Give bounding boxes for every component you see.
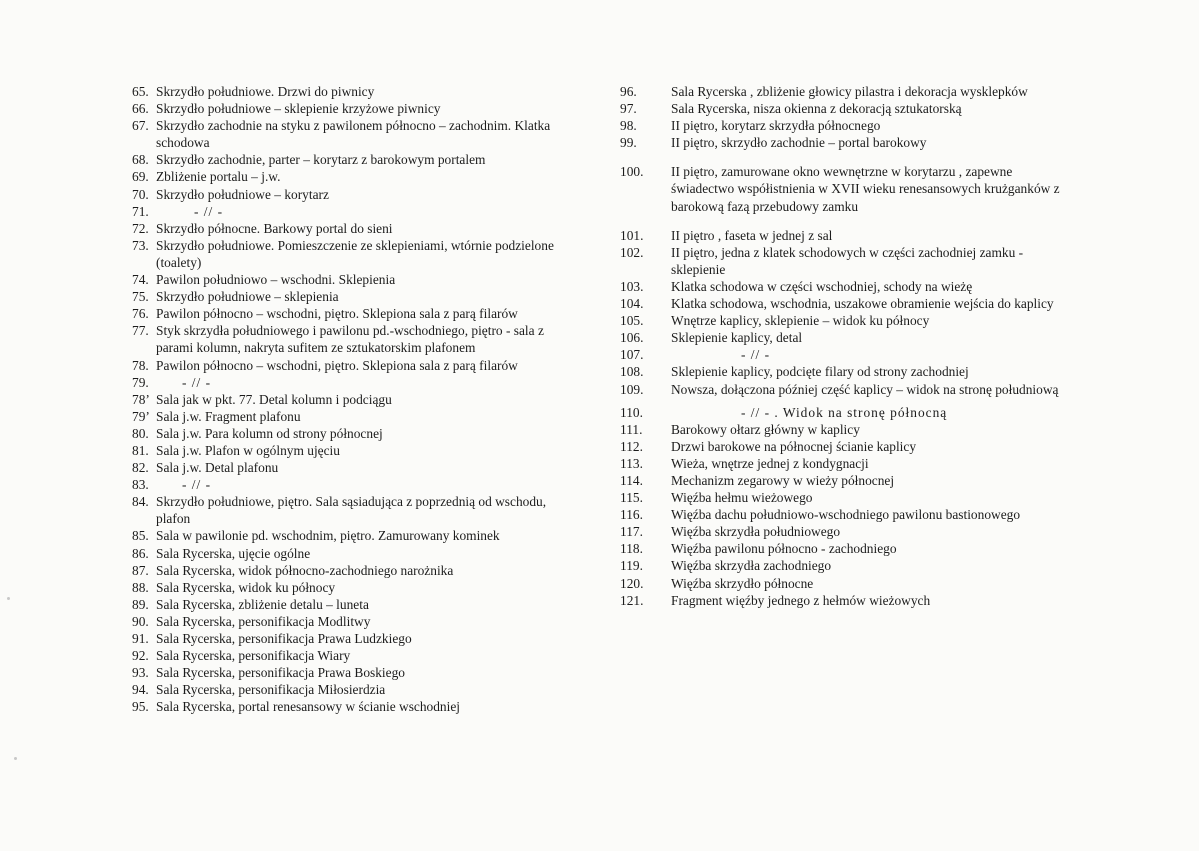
item-description: Sala w pawilonie pd. wschodnim, piętro. Zamurowany kominek bbox=[156, 528, 500, 544]
item-description: - // - . Widok na stronę północną bbox=[741, 404, 948, 420]
item-description: Skrzydło zachodnie na styku z pawilonem północno – zachodnim. Klatka schodowa bbox=[156, 118, 551, 151]
list-item bbox=[132, 374, 572, 391]
item-number: 121. bbox=[620, 592, 644, 608]
item-description: Skrzydło południowe, piętro. Sala sąsiadująca z poprzednią od wschodu, plafon bbox=[156, 494, 547, 527]
item-description: Wieża, wnętrze jednej z kondygnacji bbox=[671, 455, 869, 471]
list-item bbox=[620, 489, 1065, 506]
item-number: 67. bbox=[132, 118, 149, 134]
list-item bbox=[620, 438, 1065, 455]
item-number: 93. bbox=[132, 665, 149, 681]
item-description: - // - bbox=[194, 203, 224, 219]
item-number: 92. bbox=[132, 648, 149, 664]
right-column-list bbox=[620, 83, 1065, 609]
list-item bbox=[132, 442, 572, 459]
item-description: Sala jak w pkt. 77. Detal kolumn i podciągu bbox=[156, 391, 392, 407]
item-description: Sala Rycerska, widok północno-zachodniego narożnika bbox=[156, 562, 454, 578]
list-item bbox=[620, 472, 1065, 489]
item-description: Zbliżenie portalu – j.w. bbox=[156, 169, 281, 185]
list-item bbox=[132, 459, 572, 476]
item-number: 94. bbox=[132, 682, 149, 698]
item-description: Sala Rycerska, ujęcie ogólne bbox=[156, 545, 311, 561]
item-number: 77. bbox=[132, 323, 149, 339]
item-number: 99. bbox=[620, 135, 637, 151]
list-item bbox=[132, 220, 572, 237]
item-description: Skrzydło południowe – sklepienie krzyżowe piwnicy bbox=[156, 101, 441, 117]
item-number: 71. bbox=[132, 203, 149, 219]
item-description: Sala Rycerska, personifikacja Miłosierdzia bbox=[156, 682, 386, 698]
item-number: 107. bbox=[620, 347, 644, 363]
item-number: 104. bbox=[620, 296, 644, 312]
list-item bbox=[132, 664, 572, 681]
item-number: 106. bbox=[620, 330, 644, 346]
list-item bbox=[620, 100, 1065, 117]
item-description: Sala Rycerska , zbliżenie głowicy pilastra i dekoracja wysklepków bbox=[671, 84, 1028, 99]
item-description: Skrzydło południowe. Drzwi do piwnicy bbox=[156, 84, 375, 99]
item-number: 95. bbox=[132, 699, 149, 715]
item-number: 103. bbox=[620, 278, 644, 294]
item-number: 76. bbox=[132, 306, 149, 322]
item-description: Sala Rycerska, nisza okienna z dekoracją sztukatorską bbox=[671, 101, 962, 117]
item-description: Sala Rycerska, zbliżenie detalu – luneta bbox=[156, 596, 369, 612]
item-number: 102. bbox=[620, 244, 644, 260]
scan-speck bbox=[14, 757, 17, 760]
item-description: Sala Rycerska, personifikacja Wiary bbox=[156, 648, 351, 664]
list-item bbox=[620, 346, 1065, 363]
item-description: Skrzydło zachodnie, parter – korytarz z barokowym portalem bbox=[156, 152, 486, 168]
scan-speck bbox=[7, 597, 10, 600]
item-number: 72. bbox=[132, 220, 149, 236]
list-item bbox=[132, 186, 572, 203]
list-item bbox=[620, 227, 1065, 244]
item-number: 82. bbox=[132, 460, 149, 476]
item-description: Klatka schodowa, wschodnia, uszakowe obramienie wejścia do kaplicy bbox=[671, 296, 1054, 312]
item-number: 108. bbox=[620, 364, 644, 380]
list-item bbox=[132, 545, 572, 562]
item-number: 87. bbox=[132, 562, 149, 578]
item-description: II piętro, zamurowane okno wewnętrzne w korytarzu , zapewne świadectwo współistnienia w XVII wieku renesansowych krużganków z barokową fazą przebudowy zamku bbox=[671, 164, 1060, 214]
item-number: 91. bbox=[132, 631, 149, 646]
item-description: - // - bbox=[741, 347, 771, 363]
list-item bbox=[620, 523, 1065, 540]
left-column-list bbox=[132, 83, 572, 715]
item-description: Sala Rycerska, personifikacja Modlitwy bbox=[156, 613, 371, 629]
item-number: 117. bbox=[620, 524, 643, 540]
list-item bbox=[620, 455, 1065, 472]
item-description: Sklepienie kaplicy, detal bbox=[671, 330, 803, 346]
list-item bbox=[620, 295, 1065, 312]
item-number: 83. bbox=[132, 477, 149, 493]
list-item bbox=[132, 271, 572, 288]
item-description: Styk skrzydła południowego i pawilonu pd.-wschodniego, piętro - sala z parami kolumn, nakryta sufitem ze sztukatorskim plafonem bbox=[156, 323, 544, 356]
item-description: Pawilon południowo – wschodni. Sklepienia bbox=[156, 272, 396, 288]
item-number: 116. bbox=[620, 507, 643, 523]
list-item bbox=[132, 100, 572, 117]
item-description: II piętro, skrzydło zachodnie – portal barokowy bbox=[671, 135, 927, 151]
item-description: Barokowy ołtarz główny w kaplicy bbox=[671, 421, 860, 437]
item-description: Nowsza, dołączona później część kaplicy – widok na stronę południową bbox=[671, 381, 1059, 397]
list-item bbox=[132, 305, 572, 322]
item-number: 97. bbox=[620, 101, 637, 117]
list-item bbox=[132, 117, 572, 151]
item-description: - // - bbox=[182, 477, 212, 493]
item-number: 74. bbox=[132, 272, 149, 288]
item-description: Więźba dachu południowo-wschodniego pawilonu bastionowego bbox=[671, 507, 1021, 523]
item-number: 101. bbox=[620, 227, 644, 243]
item-number: 111. bbox=[620, 421, 643, 437]
spacer bbox=[620, 151, 1065, 163]
item-number: 70. bbox=[132, 186, 149, 202]
list-item bbox=[132, 83, 572, 100]
item-number: 84. bbox=[132, 494, 149, 510]
item-number: 73. bbox=[132, 237, 149, 253]
item-description: Więźba pawilonu północno - zachodniego bbox=[671, 541, 897, 557]
item-number: 100. bbox=[620, 164, 644, 180]
item-description: Więźba skrzydło północne bbox=[671, 575, 814, 591]
item-number: 105. bbox=[620, 313, 644, 329]
list-item bbox=[620, 575, 1065, 592]
item-description: Drzwi barokowe na północnej ścianie kaplicy bbox=[671, 438, 917, 454]
list-item bbox=[132, 391, 572, 408]
list-item bbox=[132, 579, 572, 596]
item-description: II piętro , faseta w jednej z sal bbox=[671, 227, 833, 243]
item-description: II piętro, jedna z klatek schodowych w części zachodniej zamku - sklepienie bbox=[671, 244, 1024, 277]
item-number: 115. bbox=[620, 490, 643, 506]
list-item bbox=[620, 278, 1065, 295]
item-description: Skrzydło południowe – sklepienia bbox=[156, 289, 339, 305]
list-item bbox=[620, 592, 1065, 609]
item-number: 118. bbox=[620, 541, 643, 557]
item-number: 69. bbox=[132, 169, 149, 185]
item-description: Klatka schodowa w części wschodniej, schody na wieżę bbox=[671, 278, 973, 294]
item-number: 112. bbox=[620, 438, 643, 454]
item-description: Więźba hełmu wieżowego bbox=[671, 490, 813, 506]
list-item bbox=[132, 151, 572, 168]
list-item bbox=[132, 613, 572, 630]
item-number: 119. bbox=[620, 558, 643, 574]
item-number: 120. bbox=[620, 575, 644, 591]
item-description: Sklepienie kaplicy, podcięte filary od strony zachodniej bbox=[671, 364, 969, 380]
list-item bbox=[132, 322, 572, 356]
item-description: Sala j.w. Fragment plafonu bbox=[156, 408, 301, 424]
item-number: 78’ bbox=[132, 391, 150, 407]
item-description: - // - bbox=[182, 374, 212, 390]
spacer bbox=[620, 215, 1065, 227]
item-number: 90. bbox=[132, 613, 149, 629]
item-description: Mechanizm zegarowy w wieży północnej bbox=[671, 472, 895, 488]
item-description: II piętro, korytarz skrzydła północnego bbox=[671, 118, 881, 134]
item-number: 85. bbox=[132, 528, 149, 544]
item-number: 78. bbox=[132, 357, 149, 373]
list-item bbox=[132, 288, 572, 305]
list-item bbox=[620, 83, 1065, 100]
item-description: Skrzydło południowe – korytarz bbox=[156, 186, 329, 202]
item-description: Więźba skrzydła zachodniego bbox=[671, 558, 832, 574]
list-item bbox=[132, 357, 572, 374]
list-item bbox=[132, 168, 572, 185]
list-item bbox=[620, 506, 1065, 523]
list-item bbox=[132, 408, 572, 425]
list-item bbox=[620, 540, 1065, 557]
list-item bbox=[620, 312, 1065, 329]
item-description: Sala Rycerska, personifikacja Prawa Boskiego bbox=[156, 665, 405, 681]
item-number: 86. bbox=[132, 545, 149, 561]
list-item bbox=[132, 203, 572, 220]
item-number: 113. bbox=[620, 455, 643, 471]
item-description: Pawilon północno – wschodni, piętro. Sklepiona sala z parą filarów bbox=[156, 306, 518, 322]
list-item bbox=[132, 476, 572, 493]
list-item bbox=[620, 363, 1065, 380]
item-number: 79. bbox=[132, 374, 149, 390]
item-description: Sala Rycerska, widok ku północy bbox=[156, 579, 336, 595]
item-description: Skrzydło północne. Barkowy portal do sieni bbox=[156, 220, 393, 236]
item-description: Wnętrze kaplicy, sklepienie – widok ku północy bbox=[671, 313, 930, 329]
item-number: 79’ bbox=[132, 408, 150, 424]
list-item bbox=[132, 596, 572, 613]
item-description: Sala j.w. Plafon w ogólnym ujęciu bbox=[156, 442, 340, 458]
list-item bbox=[620, 117, 1065, 134]
list-item bbox=[620, 134, 1065, 151]
list-item bbox=[132, 698, 572, 715]
item-description: Sala Rycerska, personifikacja Prawa Ludzkiego bbox=[156, 631, 412, 646]
list-item bbox=[620, 329, 1065, 346]
list-item bbox=[132, 562, 572, 579]
list-item bbox=[620, 421, 1065, 438]
item-number: 88. bbox=[132, 579, 149, 595]
item-number: 66. bbox=[132, 101, 149, 117]
item-number: 65. bbox=[132, 84, 149, 99]
item-description: Fragment więźby jednego z hełmów wieżowych bbox=[671, 592, 931, 608]
item-number: 68. bbox=[132, 152, 149, 168]
item-description: Sala j.w. Para kolumn od strony północnej bbox=[156, 425, 383, 441]
list-item bbox=[132, 425, 572, 442]
item-number: 98. bbox=[620, 118, 637, 134]
item-number: 81. bbox=[132, 442, 149, 458]
list-item bbox=[620, 244, 1065, 278]
item-description: Pawilon północno – wschodni, piętro. Sklepiona sala z parą filarów bbox=[156, 357, 518, 373]
list-item bbox=[620, 163, 1065, 214]
item-description: Skrzydło południowe. Pomieszczenie ze sklepieniami, wtórnie podzielone (toalety) bbox=[156, 237, 554, 270]
list-item bbox=[620, 381, 1065, 398]
item-number: 96. bbox=[620, 84, 637, 99]
item-description: Więźba skrzydła południowego bbox=[671, 524, 841, 540]
list-item bbox=[132, 630, 572, 647]
list-item bbox=[620, 404, 1065, 421]
item-number: 114. bbox=[620, 472, 643, 488]
item-number: 110. bbox=[620, 404, 643, 420]
list-item bbox=[132, 237, 572, 271]
list-item bbox=[132, 681, 572, 698]
item-description: Sala j.w. Detal plafonu bbox=[156, 460, 279, 476]
item-number: 89. bbox=[132, 596, 149, 612]
item-description: Sala Rycerska, portal renesansowy w ścianie wschodniej bbox=[156, 699, 461, 715]
list-item bbox=[132, 647, 572, 664]
item-number: 109. bbox=[620, 381, 644, 397]
list-item bbox=[620, 557, 1065, 574]
item-number: 80. bbox=[132, 425, 149, 441]
list-item bbox=[132, 493, 572, 527]
item-number: 75. bbox=[132, 289, 149, 305]
list-item bbox=[132, 527, 572, 544]
